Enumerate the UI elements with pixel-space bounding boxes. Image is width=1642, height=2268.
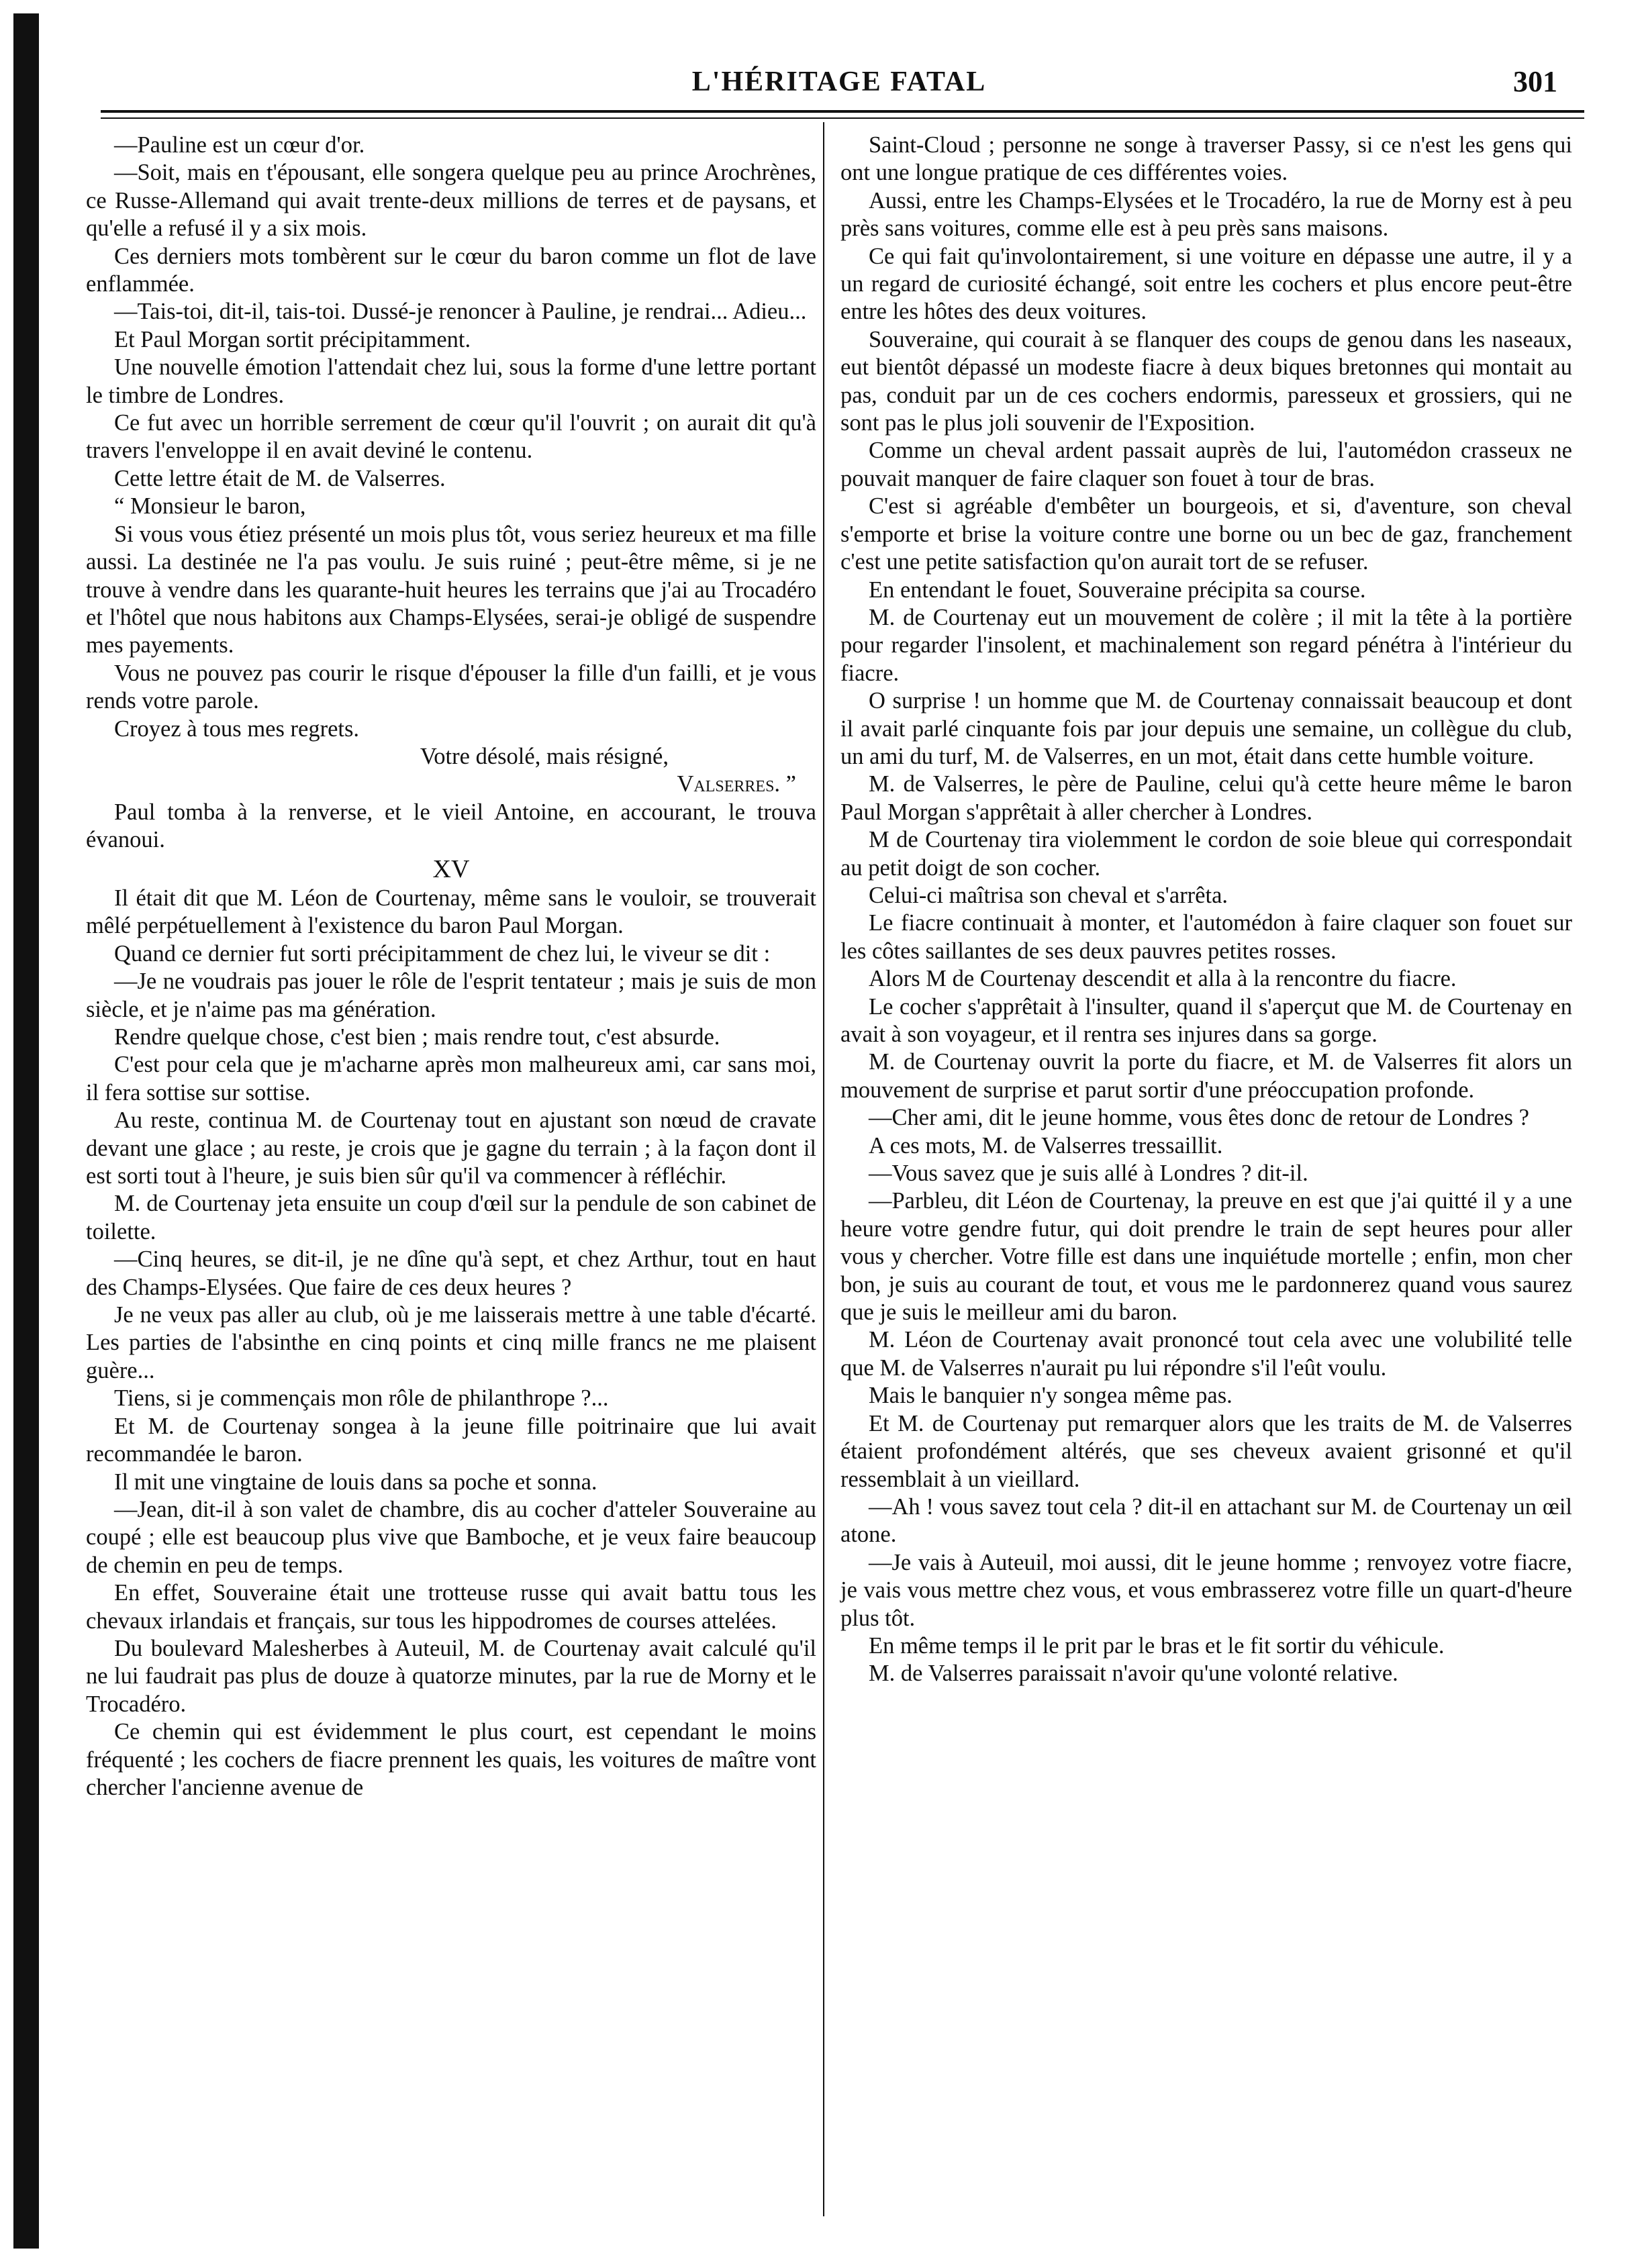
paragraph: —Cher ami, dit le jeune homme, vous êtes donc de retour de Londres ? (869, 1105, 1529, 1131)
paragraph: —Je vais à Auteuil, moi aussi, dit le jeune homme ; renvoyez votre fiacre, je vais vous mettre chez vous, et vous embrasserez votre fille un quart-d'heure plus tôt. (840, 1549, 1572, 1631)
paragraph: Celui-ci maîtrisa son cheval et s'arrêta. (869, 882, 1228, 908)
page-header (101, 62, 1578, 109)
paragraph: C'est pour cela que je m'acharne après mon malheureux ami, car sans moi, il fera sottise sur sottise. (86, 1052, 816, 1105)
paragraph: Cette lettre était de M. de Valserres. (114, 465, 446, 491)
paragraph: —Jean, dit-il à son valet de chambre, dis au cocher d'atteler Souveraine au coupé ; elle est beaucoup plus vive que Bamboche, et je veux faire beaucoup de chemin en peu de temps. (86, 1496, 816, 1578)
paragraph: Ce qui fait qu'involontairement, si une voiture en dépasse une autre, il y a un regard de curiosité échangé, soit entre les cochers et plus encore peut-être entre les hôtes des deux voitures. (840, 243, 1572, 325)
paragraph: —Soit, mais en t'épousant, elle songera quelque peu au prince Arochrènes, ce Russe-Allemand qui avait trente-deux millions de terres et de paysans, et qu'elle a refusé il y a six mois. (86, 160, 816, 242)
column-divider (823, 122, 824, 2216)
paragraph: Mais le banquier n'y songea même pas. (869, 1383, 1233, 1409)
header-rule-thin (101, 117, 1584, 119)
paragraph: M. de Courtenay ouvrit la porte du fiacre, et M. de Valserres fit alors un mouvement de surprise et parut sortir d'une préoccupation profonde. (840, 1049, 1572, 1103)
paragraph: En effet, Souveraine était une trotteuse russe qui avait battu tous les chevaux irlandais et français, sur tous les hippodromes de courses attelées. (86, 1580, 816, 1634)
paragraph: Comme un cheval ardent passait auprès de lui, l'automédon crasseux ne pouvait manquer de faire claquer son fouet à tour de bras. (840, 438, 1572, 491)
page-number: 301 (1513, 65, 1557, 98)
paragraph: Il était dit que M. Léon de Courtenay, même sans le vouloir, se trouverait mêlé perpétuellement à l'existence du baron Paul Morgan. (86, 885, 816, 939)
running-title: L'HÉRITAGE FATAL (691, 66, 987, 97)
paragraph: —Vous savez que je suis allé à Londres ? dit-il. (869, 1161, 1308, 1187)
paragraph: Ce chemin qui est évidemment le plus court, est cependant le moins fréquenté ; les cochers de fiacre prennent les quais, les voitures de maître vont chercher l'ancienne avenue de (86, 1719, 816, 1800)
paragraph: Je ne veux pas aller au club, où je me laisserais mettre à une table d'écarté. Les parties de l'absinthe en cinq points et cinq mille francs ne me plaisent guère... (86, 1302, 816, 1383)
paragraph: Une nouvelle émotion l'attendait chez lui, sous la forme d'une lettre portant le timbre de Londres. (86, 354, 816, 408)
paragraph: M. de Valserres paraissait n'avoir qu'une volonté relative. (869, 1661, 1398, 1687)
paragraph: “ Monsieur le baron, (114, 493, 306, 520)
left-column-chapter-text (86, 885, 816, 1802)
paragraph: Saint-Cloud ; personne ne songe à traverser Passy, si ce n'est les gens qui ont une longue pratique de ces différentes voies. (840, 132, 1572, 186)
paragraph: Alors M de Courtenay descendit et alla à la rencontre du fiacre. (869, 966, 1457, 992)
paragraph: Le fiacre continuait à monter, et l'automédon à faire claquer son fouet sur les côtes saillantes de ses deux pauvres petites rosses. (840, 910, 1572, 964)
left-column-paragraphs (86, 132, 816, 743)
paragraph: —Pauline est un cœur d'or. (114, 132, 365, 158)
paragraph: Vous ne pouvez pas courir le risque d'épouser la fille d'un failli, et je vous rends votre parole. (86, 660, 816, 714)
paragraph: Paul tomba à la renverse, et le vieil Antoine, en accourant, le trouva évanoui. (86, 799, 816, 853)
paragraph: —Cinq heures, se dit-il, je ne dîne qu'à sept, et chez Arthur, tout en haut des Champs-Elysées. Que faire de ces deux heures ? (86, 1246, 816, 1300)
paragraph: Ces derniers mots tombèrent sur le cœur du baron comme un flot de lave enflammée. (86, 243, 816, 297)
paragraph: Du boulevard Malesherbes à Auteuil, M. de Courtenay avait calculé qu'il ne lui faudrait pas plus de douze à quatorze minutes, par la rue de Morny et le Trocadéro. (86, 1635, 816, 1717)
paragraph: Rendre quelque chose, c'est bien ; mais rendre tout, c'est absurde. (114, 1024, 720, 1050)
header-rule-thick (101, 110, 1584, 113)
paragraph: Ce fut avec un horrible serrement de cœur qu'il l'ouvrit ; on aurait dit qu'à travers l'enveloppe il en avait deviné le contenu. (86, 410, 816, 464)
paragraph: Au reste, continua M. de Courtenay tout en ajustant son nœud de cravate devant une glace ; au reste, je crois que je gagne du terrain ; à la façon dont il est sorti tout à l'heure, je suis bien sûr qu'il va commencer à réfléchir. (86, 1107, 816, 1189)
paragraph: Croyez à tous mes regrets. (114, 716, 360, 742)
paragraph: Si vous vous étiez présenté un mois plus tôt, vous seriez heureux et ma fille aussi. La destinée ne l'a pas voulu. Je suis ruiné ; peut-être même, si je ne trouve à vendre dans les quarante-huit heures les terrains que j'ai au Trocadéro et l'hôtel que nous habitons aux Champs-Elysées, serai-je obligé de suspendre mes payements. (86, 521, 816, 658)
letter-signature: Valserres. ” (677, 771, 796, 797)
paragraph: C'est si agréable d'embêter un bourgeois, et si, d'aventure, son cheval s'emporte et brise la voiture contre une borne ou un bec de gaz, franchement c'est une petite satisfaction qu'on aurait tort de se refuser. (840, 493, 1572, 575)
paragraph: En entendant le fouet, Souveraine précipita sa course. (869, 577, 1366, 603)
paragraph: Et Paul Morgan sortit précipitamment. (114, 326, 471, 352)
letter-signoff: Votre désolé, mais résigné, (420, 743, 669, 769)
paragraph: Souveraine, qui courait à se flanquer des coups de genou dans les naseaux, eut bientôt dépassé un modeste fiacre à deux biques bretonnes qui montait au pas, conduit par un de ces cochers endormis, paresseux et grossiers, qui ne sont pas le plus joli souvenir de l'Exposition. (840, 326, 1572, 436)
paragraph: Il mit une vingtaine de louis dans sa poche et sonna. (114, 1469, 597, 1495)
paragraph: A ces mots, M. de Valserres tressaillit. (869, 1132, 1223, 1158)
paragraph: —Je ne voudrais pas jouer le rôle de l'esprit tentateur ; mais je suis de mon siècle, et je n'aime pas ma génération. (86, 969, 816, 1022)
paragraph: Aussi, entre les Champs-Elysées et le Trocadéro, la rue de Morny est à peu près sans voitures, comme elle est à peu près sans maisons. (840, 187, 1572, 242)
paragraph: M. Léon de Courtenay avait prononcé tout cela avec une volubilité telle que M. de Valserres n'aurait pu lui répondre s'il l'eût voulu. (840, 1327, 1572, 1381)
paragraph: Tiens, si je commençais mon rôle de philanthrope ?... (114, 1385, 609, 1412)
left-column (86, 132, 816, 1802)
right-column-paragraphs (840, 132, 1572, 1688)
paragraph: —Parbleu, dit Léon de Courtenay, la preuve en est que j'ai quitté il y a une heure votre gendre futur, qui doit prendre le train de sept heures pour aller vous y chercher. Votre fille est dans une inquiétude mortelle ; enfin, mon cher bon, je suis au courant de tout, et vous me le pardonnerez quand vous saurez que je suis le meilleur ami du baron. (840, 1188, 1572, 1326)
paragraph: M de Courtenay tira violemment le cordon de soie bleue qui correspondait au petit doigt de son cocher. (840, 827, 1572, 881)
binding-edge (13, 13, 39, 2249)
left-column-after-letter (86, 799, 816, 854)
right-column (840, 132, 1572, 1688)
paragraph: M. de Courtenay eut un mouvement de colère ; il mit la tête à la portière pour regarder l'insolent, et machinalement son regard pénétra à l'intérieur du fiacre. (840, 604, 1572, 686)
paragraph: En même temps il le prit par le bras et le fit sortir du véhicule. (869, 1632, 1445, 1659)
paragraph: O surprise ! un homme que M. de Courtenay connaissait beaucoup et dont il avait parlé cinquante fois par jour depuis une semaine, un collègue du club, un ami du turf, M. de Valserres, en un mot, était dans cette humble voiture. (840, 688, 1572, 769)
paragraph: Et M. de Courtenay songea à la jeune fille poitrinaire que lui avait recommandée le baron. (86, 1413, 816, 1467)
chapter-heading: XV (432, 854, 470, 883)
paragraph: Le cocher s'apprêtait à l'insulter, quand il s'aperçut que M. de Courtenay en avait à son voyageur, et il rentra ses injures dans sa gorge. (840, 993, 1572, 1047)
paragraph: —Tais-toi, dit-il, tais-toi. Dussé-je renoncer à Pauline, je rendrai... Adieu... (114, 299, 807, 325)
paragraph: —Ah ! vous savez tout cela ? dit-il en attachant sur M. de Courtenay un œil atone. (840, 1493, 1572, 1548)
paragraph: M. de Courtenay jeta ensuite un coup d'œil sur la pendule de son cabinet de toilette. (86, 1191, 816, 1244)
paragraph: M. de Valserres, le père de Pauline, celui qu'à cette heure même le baron Paul Morgan s'apprêtait à aller chercher à Londres. (840, 771, 1572, 825)
paragraph: Quand ce dernier fut sorti précipitamment de chez lui, le viveur se dit : (114, 940, 771, 967)
paragraph: Et M. de Courtenay put remarquer alors que les traits de M. de Valserres étaient profondément altérés, que ses cheveux avaient grisonné et qu'il ressemblait à un vieillard. (840, 1410, 1572, 1492)
